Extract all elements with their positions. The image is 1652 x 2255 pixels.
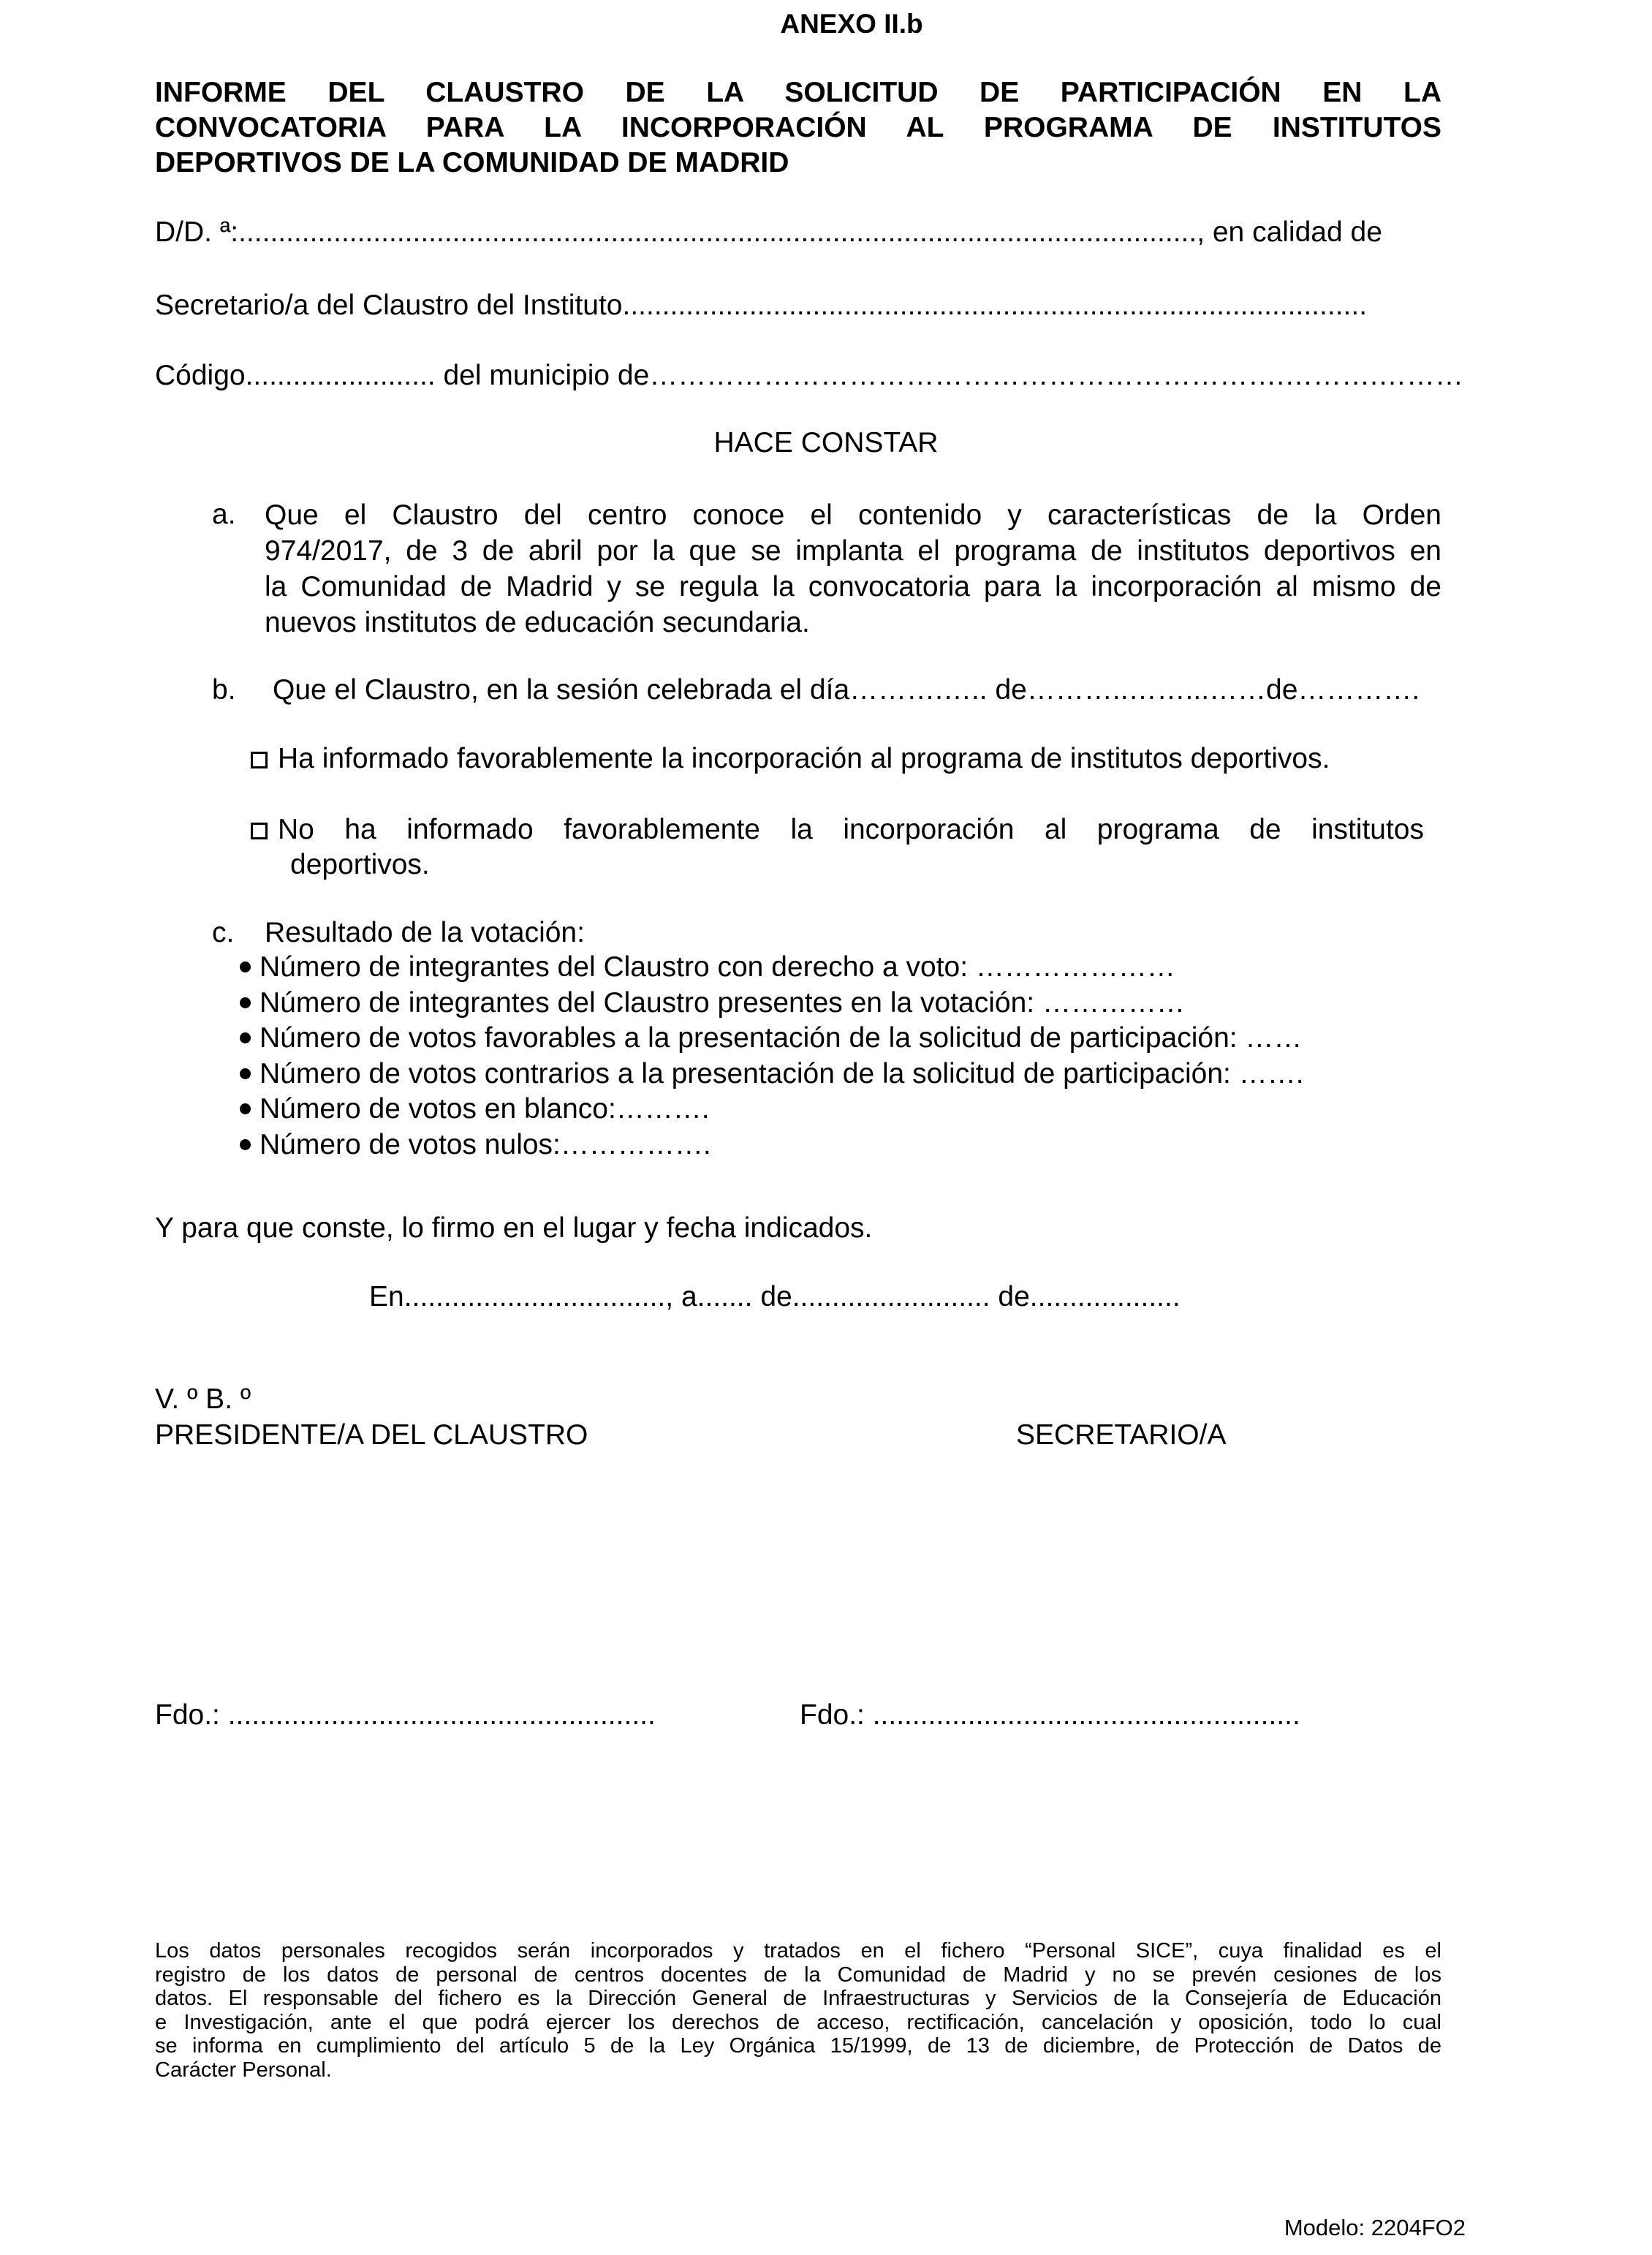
heading-line: INFORME DEL CLAUSTRO DE LA SOLICITUD DE PARTICIPACIÓN EN LA bbox=[155, 77, 1441, 108]
bullet-icon bbox=[240, 962, 251, 972]
vote-results-list bbox=[240, 950, 1304, 1163]
bullet-icon bbox=[240, 1068, 251, 1079]
list-item: Número de votos nulos:……………. bbox=[240, 1128, 1304, 1163]
document-heading bbox=[155, 75, 1441, 181]
privacy-notice bbox=[155, 1939, 1441, 2082]
closing-statement: Y para que conste, lo firmo en el lugar y fecha indicados. bbox=[155, 1212, 873, 1244]
codigo-field-line: Código........................ del municipio de………………………………………………………….……….……… bbox=[155, 360, 1463, 391]
privacy-notice-line: e Investigación, ante el que podrá ejercer los derechos de acceso, rectificación, cancelación y oposición, todo lo cual bbox=[155, 2010, 1441, 2034]
checkbox-favorable[interactable] bbox=[251, 752, 268, 768]
signature-line-right: Fdo.: ...................................................... bbox=[800, 1699, 1300, 1731]
item-a-line: 974/2017, de 3 de abril por la que se implanta el programa de institutos deportivos en bbox=[265, 535, 1441, 567]
privacy-notice-line: registro de los datos de personal de centros docentes de la Comunidad de Madrid y no se prevén cesiones de los bbox=[155, 1963, 1441, 1987]
item-b-marker: b. bbox=[212, 674, 236, 706]
bullet-icon bbox=[240, 997, 251, 1008]
option-no-favorable-line: deportivos. bbox=[290, 849, 430, 880]
bullet-icon bbox=[240, 1032, 251, 1043]
option-no-favorable-line: No ha informado favorablemente la incorporación al programa de institutos bbox=[278, 814, 1424, 845]
list-item: Número de votos contrarios a la presentación de la solicitud de participación: ……. bbox=[240, 1057, 1304, 1092]
option-favorable[interactable] bbox=[251, 741, 1330, 777]
annex-label: ANEXO II.b bbox=[780, 9, 923, 39]
bullet-icon bbox=[240, 1139, 251, 1150]
privacy-notice-line: Carácter Personal. bbox=[155, 2058, 332, 2082]
secretario-label: SECRETARIO/A bbox=[1016, 1419, 1227, 1451]
item-c-marker: c. bbox=[212, 917, 235, 948]
item-a-text bbox=[265, 497, 1441, 641]
heading-line: CONVOCATORIA PARA LA INCORPORACIÓN AL PROGRAMA DE INSTITUTOS bbox=[155, 112, 1441, 143]
place-date-line: En................................., a....... de......................... de................... bbox=[369, 1281, 1181, 1312]
item-c-title: Resultado de la votación: bbox=[265, 917, 585, 948]
privacy-notice-line: Los datos personales recogidos serán incorporados y tratados en el fichero “Personal SICE”, cuya finalidad es el bbox=[155, 1939, 1441, 1963]
model-code: Modelo: 2204FO2 bbox=[1284, 2215, 1466, 2240]
list-item: Número de integrantes del Claustro presentes en la votación: …………… bbox=[240, 986, 1304, 1021]
hace-constar-heading: HACE CONSTAR bbox=[713, 427, 939, 458]
signature-line-left: Fdo.: ...................................................... bbox=[155, 1699, 656, 1731]
privacy-notice-line: datos. El responsable del fichero es la Dirección General de Infraestructuras y Servicios de la Consejería de Educación bbox=[155, 1987, 1441, 2010]
presidente-label: PRESIDENTE/A DEL CLAUSTRO bbox=[155, 1419, 588, 1451]
list-item: Número de votos en blanco:………. bbox=[240, 1092, 1304, 1128]
bullet-icon bbox=[240, 1103, 251, 1114]
list-item: Número de integrantes del Claustro con derecho a voto: ………………… bbox=[240, 950, 1304, 986]
item-a-line: nuevos institutos de educación secundaria. bbox=[265, 607, 810, 638]
heading-line: DEPORTIVOS DE LA COMUNIDAD DE MADRID bbox=[155, 147, 789, 178]
vobo-label: V. º B. º bbox=[155, 1383, 251, 1415]
item-a-marker: a. bbox=[212, 499, 236, 530]
secretario-field-line: Secretario/a del Claustro del Instituto.............................................................................................. bbox=[155, 290, 1368, 321]
item-b-text: Que el Claustro, en la sesión celebrada el día……….….. de………..……...……de…………. bbox=[273, 674, 1420, 706]
list-item: Número de votos favorables a la presentación de la solicitud de participación: …… bbox=[240, 1021, 1304, 1057]
checkbox-no-favorable[interactable] bbox=[251, 823, 268, 839]
item-a-line: la Comunidad de Madrid y se regula la convocatoria para la incorporación al mismo de bbox=[265, 571, 1441, 603]
option-favorable-label: Ha informado favorablemente la incorporación al programa de institutos deportivos. bbox=[278, 743, 1330, 774]
privacy-notice-line: se informa en cumplimiento del artículo 5 de la Ley Orgánica 15/1999, de 13 de diciembre, de Protección de Datos de bbox=[155, 2034, 1441, 2058]
option-no-favorable[interactable] bbox=[251, 812, 1424, 847]
item-a-line: Que el Claustro del centro conoce el contenido y características de la Orden bbox=[265, 499, 1441, 531]
dd-field-line: D/D. ª:........................................................................................................................., en calidad de bbox=[155, 216, 1382, 248]
